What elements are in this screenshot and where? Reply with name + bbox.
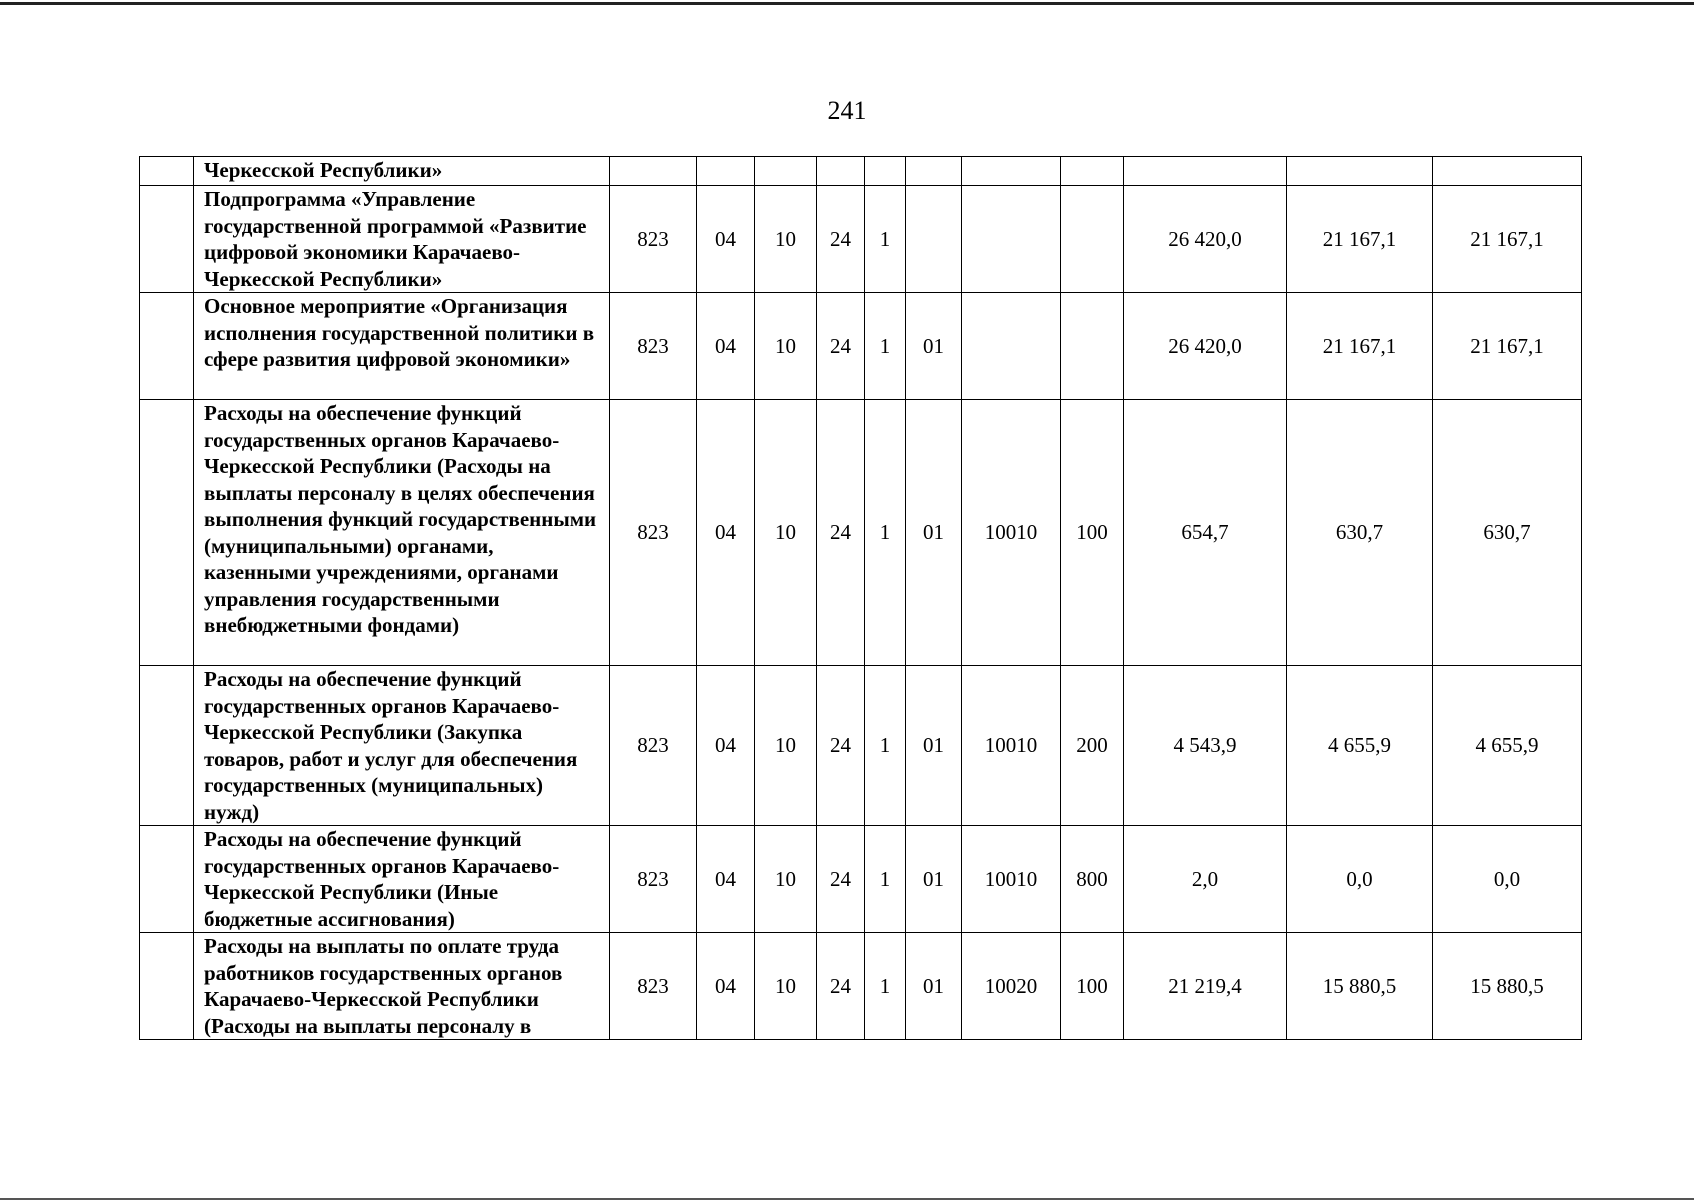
amount-cell: 15 880,5: [1287, 933, 1433, 1040]
description-cell: Черкесской Республики»: [194, 157, 610, 186]
amount-cell: 15 880,5: [1433, 933, 1582, 1040]
code-cell: 01: [906, 933, 962, 1040]
code-cell: 823: [610, 933, 697, 1040]
code-cell: 10: [755, 826, 817, 933]
amount-cell: 4 543,9: [1124, 666, 1287, 826]
amount-cell: 2,0: [1124, 826, 1287, 933]
code-cell: [906, 186, 962, 293]
code-cell: 823: [610, 666, 697, 826]
code-cell: [755, 157, 817, 186]
code-cell: 800: [1061, 826, 1124, 933]
description-cell: Расходы на обеспечение функций государственных органов Карачаево-Черкесской Республики (Иные бюджетные ассигнования): [194, 826, 610, 933]
description-cell: Расходы на обеспечение функций государственных органов Карачаево-Черкесской Республики (Закупка товаров, работ и услуг для обеспечения государственных (муниципальных) нужд): [194, 666, 610, 826]
code-cell: 1: [865, 933, 906, 1040]
amount-cell: 21 167,1: [1287, 293, 1433, 400]
code-cell: 24: [817, 933, 865, 1040]
code-cell: 1: [865, 666, 906, 826]
table-row: [140, 666, 1582, 826]
amount-cell: 654,7: [1124, 400, 1287, 666]
code-cell: 04: [697, 933, 755, 1040]
code-cell: 01: [906, 400, 962, 666]
code-cell: 04: [697, 186, 755, 293]
scan-edge-top: [0, 2, 1694, 5]
code-cell: 10: [755, 666, 817, 826]
code-cell: 10010: [962, 826, 1061, 933]
row-index-cell: [140, 933, 194, 1040]
code-cell: 10: [755, 400, 817, 666]
amount-cell: [1433, 157, 1582, 186]
code-cell: 1: [865, 293, 906, 400]
code-cell: [1061, 186, 1124, 293]
table-row: [140, 186, 1582, 293]
amount-cell: 21 167,1: [1433, 293, 1582, 400]
budget-table: [139, 156, 1582, 1040]
row-index-cell: [140, 157, 194, 186]
code-cell: 1: [865, 186, 906, 293]
code-cell: [865, 157, 906, 186]
code-cell: 823: [610, 293, 697, 400]
code-cell: 24: [817, 293, 865, 400]
row-index-cell: [140, 826, 194, 933]
code-cell: 823: [610, 826, 697, 933]
table-row: [140, 400, 1582, 666]
table-row: [140, 157, 1582, 186]
code-cell: 200: [1061, 666, 1124, 826]
row-index-cell: [140, 666, 194, 826]
code-cell: 100: [1061, 400, 1124, 666]
description-cell: Основное мероприятие «Организация исполнения государственной политики в сфере развития цифровой экономики»: [194, 293, 610, 400]
code-cell: 24: [817, 666, 865, 826]
row-index-cell: [140, 186, 194, 293]
code-cell: 10020: [962, 933, 1061, 1040]
amount-cell: 21 167,1: [1433, 186, 1582, 293]
page-number: 241: [827, 96, 867, 125]
amount-cell: [1124, 157, 1287, 186]
code-cell: 1: [865, 400, 906, 666]
code-cell: [1061, 293, 1124, 400]
code-cell: 24: [817, 400, 865, 666]
code-cell: 04: [697, 666, 755, 826]
table-row: [140, 826, 1582, 933]
description-cell: Расходы на выплаты по оплате труда работников государственных органов Карачаево-Черкесской Республики (Расходы на выплаты персоналу в: [194, 933, 610, 1040]
description-cell: Подпрограмма «Управление государственной программой «Развитие цифровой экономики Карачаево-Черкесской Республики»: [194, 186, 610, 293]
code-cell: 01: [906, 826, 962, 933]
code-cell: 10: [755, 933, 817, 1040]
code-cell: [1061, 157, 1124, 186]
amount-cell: 21 167,1: [1287, 186, 1433, 293]
amount-cell: 26 420,0: [1124, 186, 1287, 293]
row-index-cell: [140, 293, 194, 400]
amount-cell: 4 655,9: [1287, 666, 1433, 826]
code-cell: 823: [610, 186, 697, 293]
code-cell: [962, 186, 1061, 293]
amount-cell: 630,7: [1433, 400, 1582, 666]
amount-cell: 26 420,0: [1124, 293, 1287, 400]
amount-cell: [1287, 157, 1433, 186]
code-cell: 10: [755, 293, 817, 400]
description-cell: Расходы на обеспечение функций государственных органов Карачаево-Черкесской Республики (Расходы на выплаты персоналу в целях обеспечения выполнения функций государственными (муниципальными) органами, казенными учреждениями, органами управления государственными внебюджетными фондами): [194, 400, 610, 666]
code-cell: 1: [865, 826, 906, 933]
amount-cell: 4 655,9: [1433, 666, 1582, 826]
code-cell: 10010: [962, 400, 1061, 666]
code-cell: 24: [817, 826, 865, 933]
amount-cell: 21 219,4: [1124, 933, 1287, 1040]
code-cell: 100: [1061, 933, 1124, 1040]
code-cell: [610, 157, 697, 186]
code-cell: 01: [906, 293, 962, 400]
code-cell: 01: [906, 666, 962, 826]
code-cell: 24: [817, 186, 865, 293]
table-row: [140, 293, 1582, 400]
amount-cell: 630,7: [1287, 400, 1433, 666]
table-row: [140, 933, 1582, 1040]
code-cell: [962, 293, 1061, 400]
code-cell: 10: [755, 186, 817, 293]
code-cell: 10010: [962, 666, 1061, 826]
code-cell: [697, 157, 755, 186]
code-cell: 823: [610, 400, 697, 666]
row-index-cell: [140, 400, 194, 666]
amount-cell: 0,0: [1433, 826, 1582, 933]
code-cell: 04: [697, 400, 755, 666]
code-cell: [817, 157, 865, 186]
code-cell: 04: [697, 293, 755, 400]
code-cell: [962, 157, 1061, 186]
amount-cell: 0,0: [1287, 826, 1433, 933]
code-cell: 04: [697, 826, 755, 933]
code-cell: [906, 157, 962, 186]
